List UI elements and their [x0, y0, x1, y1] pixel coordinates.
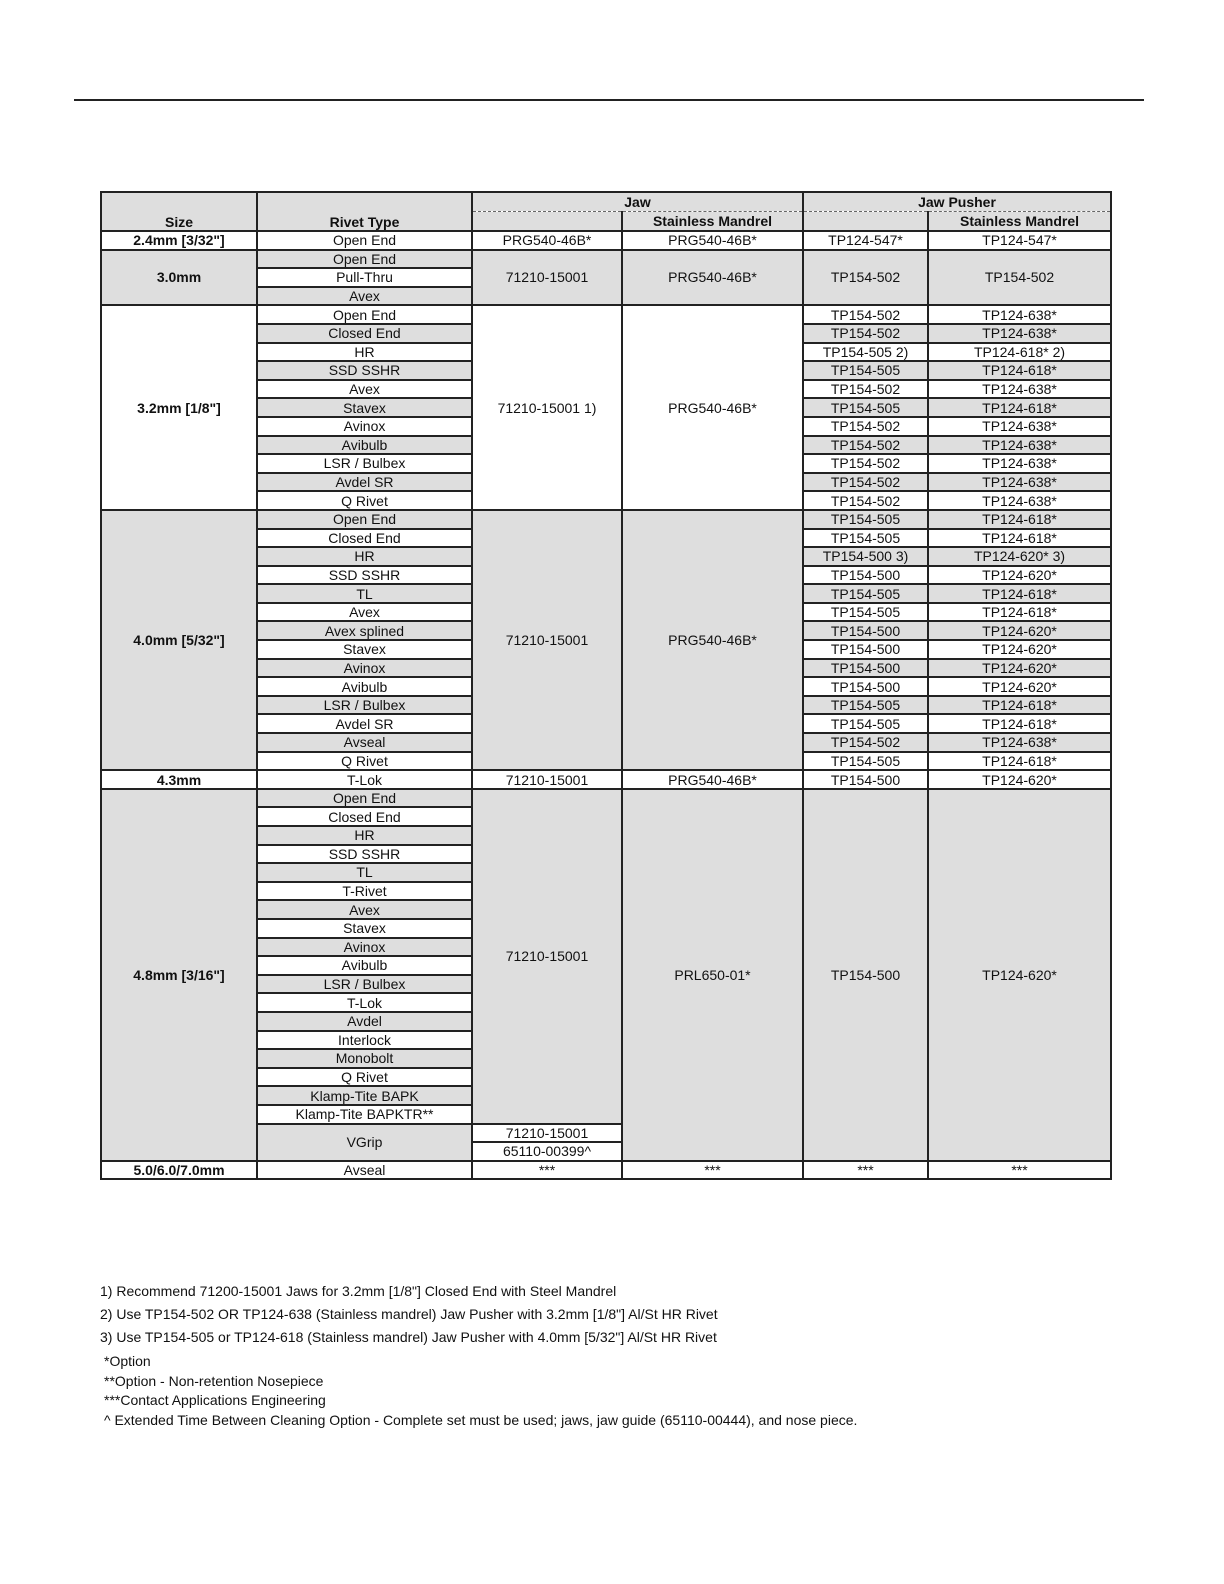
pusher-cell: TP154-502 [803, 324, 928, 343]
pusher-stainless-cell: TP124-638* [928, 454, 1111, 473]
pusher-cell: *** [803, 1161, 928, 1180]
rivet-type-cell: Open End [257, 231, 472, 250]
pusher-stainless-cell: TP124-618* [928, 529, 1111, 548]
size-cell: 3.0mm [101, 250, 257, 306]
pusher-stainless-cell: TP124-638* [928, 324, 1111, 343]
rivet-type-cell: Closed End [257, 807, 472, 826]
rivet-type-cell: Q Rivet [257, 491, 472, 510]
footnote: 2) Use TP154-502 OR TP124-638 (Stainless mandrel) Jaw Pusher with 3.2mm [1/8"] Al/St HR Rivet [100, 1306, 718, 1322]
rivet-type-cell: HR [257, 826, 472, 845]
rivet-type-cell: Avibulb [257, 956, 472, 975]
header-jaw: Jaw [472, 192, 803, 212]
footnotes [100, 1280, 1110, 1349]
pusher-cell: TP154-505 2) [803, 343, 928, 362]
size-cell: 4.3mm [101, 770, 257, 789]
pusher-stainless-cell: TP154-502 [928, 250, 1111, 306]
pusher-stainless-cell: TP124-620* [928, 640, 1111, 659]
jaw-cell: 71210-15001 [472, 510, 622, 770]
pusher-cell: TP154-505 [803, 529, 928, 548]
pusher-stainless-cell: TP124-620* [928, 566, 1111, 585]
legend-item: ^ Extended Time Between Cleaning Option - Complete set must be used; jaws, jaw guide (65110-00444), and nose piece. [104, 1411, 858, 1428]
pusher-cell: TP154-502 [803, 436, 928, 455]
jaw-cell: *** [472, 1161, 622, 1180]
pusher-cell: TP154-502 [803, 250, 928, 306]
pusher-stainless-cell: TP124-618* [928, 696, 1111, 715]
rivet-type-cell: Klamp-Tite BAPKTR** [257, 1105, 472, 1124]
header-pusher-standard [803, 212, 928, 232]
rivet-type-cell: Open End [257, 250, 472, 269]
jaw-cell: 71210-15001 [472, 789, 622, 1124]
jaw-stainless-cell: PRL650-01* [622, 789, 803, 1161]
pusher-stainless-cell: TP124-638* [928, 380, 1111, 399]
pusher-cell: TP154-500 [803, 770, 928, 789]
pusher-cell: TP154-505 [803, 752, 928, 771]
top-rule [74, 99, 1144, 101]
pusher-cell: TP154-502 [803, 305, 928, 324]
pusher-stainless-cell: TP124-620* 3) [928, 547, 1111, 566]
header-pusher-stainless: Stainless Mandrel [928, 212, 1111, 232]
rivet-type-cell: SSD SSHR [257, 361, 472, 380]
rivet-type-cell: Avinox [257, 938, 472, 957]
pusher-cell: TP124-547* [803, 231, 928, 250]
rivet-type-cell: HR [257, 547, 472, 566]
pusher-cell: TP154-500 [803, 789, 928, 1161]
pusher-stainless-cell: TP124-618* [928, 714, 1111, 733]
pusher-stainless-cell: TP124-638* [928, 417, 1111, 436]
pusher-stainless-cell: *** [928, 1161, 1111, 1180]
jaw-stainless-cell: *** [622, 1161, 803, 1180]
pusher-cell: TP154-505 [803, 510, 928, 529]
header-size: Size [101, 192, 257, 231]
rivet-type-cell: T-Lok [257, 993, 472, 1012]
rivet-type-cell: Open End [257, 305, 472, 324]
legend-item: ***Contact Applications Engineering [104, 1392, 326, 1408]
pusher-cell: TP154-500 [803, 659, 928, 678]
rivet-type-cell: VGrip [257, 1124, 472, 1161]
jaw-vgrip-cell-2: 65110-00399^ [472, 1142, 622, 1161]
pusher-stainless-cell: TP124-618* [928, 398, 1111, 417]
rivet-type-cell: Avinox [257, 417, 472, 436]
header-jaw-stainless: Stainless Mandrel [622, 212, 803, 232]
rivet-type-cell: Klamp-Tite BAPK [257, 1086, 472, 1105]
pusher-stainless-cell: TP124-547* [928, 231, 1111, 250]
rivet-type-cell: Avex [257, 380, 472, 399]
pusher-cell: TP154-502 [803, 491, 928, 510]
rivet-type-cell: Stavex [257, 640, 472, 659]
size-cell: 3.2mm [1/8"] [101, 305, 257, 510]
pusher-cell: TP154-502 [803, 733, 928, 752]
rivet-type-cell: Avinox [257, 659, 472, 678]
rivet-type-cell: Avex [257, 603, 472, 622]
pusher-cell: TP154-502 [803, 417, 928, 436]
pusher-stainless-cell: TP124-638* [928, 473, 1111, 492]
rivet-type-cell: Q Rivet [257, 1068, 472, 1087]
rivet-type-cell: Avdel SR [257, 714, 472, 733]
rivet-type-cell: Stavex [257, 398, 472, 417]
pusher-cell: TP154-502 [803, 454, 928, 473]
rivet-type-cell: TL [257, 863, 472, 882]
jaw-cell: PRG540-46B* [472, 231, 622, 250]
rivet-tooling-table [100, 191, 1112, 1180]
pusher-stainless-cell: TP124-618* [928, 603, 1111, 622]
rivet-type-cell: SSD SSHR [257, 845, 472, 864]
legend-item: **Option - Non-retention Nosepiece [104, 1372, 324, 1389]
header-jaw-pusher: Jaw Pusher [803, 192, 1111, 212]
jaw-stainless-cell: PRG540-46B* [622, 770, 803, 789]
pusher-stainless-cell: TP124-620* [928, 770, 1111, 789]
rivet-type-cell: Avdel SR [257, 473, 472, 492]
pusher-stainless-cell: TP124-638* [928, 305, 1111, 324]
jaw-stainless-cell: PRG540-46B* [622, 250, 803, 306]
pusher-stainless-cell: TP124-618* [928, 510, 1111, 529]
rivet-type-cell: Avdel [257, 1012, 472, 1031]
pusher-stainless-cell: TP124-638* [928, 733, 1111, 752]
size-cell: 2.4mm [3/32"] [101, 231, 257, 250]
rivet-type-cell: Open End [257, 789, 472, 808]
pusher-stainless-cell: TP124-618* 2) [928, 343, 1111, 362]
rivet-type-cell: SSD SSHR [257, 566, 472, 585]
rivet-type-cell: Avibulb [257, 436, 472, 455]
rivet-type-cell: Avseal [257, 733, 472, 752]
size-cell: 5.0/6.0/7.0mm [101, 1161, 257, 1180]
rivet-type-cell: HR [257, 343, 472, 362]
rivet-type-cell: Pull-Thru [257, 268, 472, 287]
footnote: 1) Recommend 71200-15001 Jaws for 3.2mm [1/8"] Closed End with Steel Mandrel [100, 1283, 617, 1299]
pusher-stainless-cell: TP124-620* [928, 789, 1111, 1161]
pusher-stainless-cell: TP124-638* [928, 491, 1111, 510]
jaw-cell: 71210-15001 [472, 250, 622, 306]
rivet-type-cell: Open End [257, 510, 472, 529]
pusher-stainless-cell: TP124-620* [928, 659, 1111, 678]
pusher-cell: TP154-500 [803, 566, 928, 585]
legend-item: *Option [104, 1353, 151, 1369]
pusher-cell: TP154-500 [803, 677, 928, 696]
size-cell: 4.0mm [5/32"] [101, 510, 257, 770]
rivet-type-cell: Q Rivet [257, 752, 472, 771]
rivet-type-cell: Closed End [257, 324, 472, 343]
symbol-legend [104, 1352, 857, 1430]
header-jaw-standard [472, 212, 622, 232]
rivet-type-cell: LSR / Bulbex [257, 454, 472, 473]
jaw-stainless-cell: PRG540-46B* [622, 305, 803, 510]
rivet-type-cell: LSR / Bulbex [257, 975, 472, 994]
pusher-cell: TP154-500 [803, 621, 928, 640]
rivet-type-cell: Interlock [257, 1031, 472, 1050]
jaw-vgrip-cell: 71210-15001 [472, 1124, 622, 1143]
rivet-type-cell: TL [257, 584, 472, 603]
rivet-type-cell: Avseal [257, 1161, 472, 1180]
pusher-cell: TP154-500 [803, 640, 928, 659]
pusher-cell: TP154-502 [803, 473, 928, 492]
rivet-type-cell: Closed End [257, 529, 472, 548]
rivet-type-cell: T-Rivet [257, 882, 472, 901]
pusher-stainless-cell: TP124-618* [928, 361, 1111, 380]
pusher-cell: TP154-505 [803, 714, 928, 733]
pusher-stainless-cell: TP124-638* [928, 436, 1111, 455]
rivet-type-cell: Avex [257, 287, 472, 306]
rivet-type-cell: Avex [257, 900, 472, 919]
jaw-cell: 71210-15001 [472, 770, 622, 789]
rivet-type-cell: Avex splined [257, 621, 472, 640]
rivet-type-cell: Avibulb [257, 677, 472, 696]
rivet-type-cell: LSR / Bulbex [257, 696, 472, 715]
footnote: 3) Use TP154-505 or TP124-618 (Stainless mandrel) Jaw Pusher with 4.0mm [5/32"] Al/St HR Rivet [100, 1329, 717, 1345]
pusher-stainless-cell: TP124-618* [928, 752, 1111, 771]
size-cell: 4.8mm [3/16"] [101, 789, 257, 1161]
rivet-type-cell: T-Lok [257, 770, 472, 789]
rivet-type-cell: Stavex [257, 919, 472, 938]
pusher-stainless-cell: TP124-618* [928, 584, 1111, 603]
jaw-stainless-cell: PRG540-46B* [622, 231, 803, 250]
pusher-stainless-cell: TP124-620* [928, 677, 1111, 696]
pusher-cell: TP154-505 [803, 603, 928, 622]
pusher-stainless-cell: TP124-620* [928, 621, 1111, 640]
pusher-cell: TP154-500 3) [803, 547, 928, 566]
header-rivet-type: Rivet Type [257, 192, 472, 231]
pusher-cell: TP154-505 [803, 361, 928, 380]
pusher-cell: TP154-505 [803, 584, 928, 603]
jaw-cell: 71210-15001 1) [472, 305, 622, 510]
rivet-type-cell: Monobolt [257, 1049, 472, 1068]
pusher-cell: TP154-505 [803, 398, 928, 417]
pusher-cell: TP154-505 [803, 696, 928, 715]
pusher-cell: TP154-502 [803, 380, 928, 399]
jaw-stainless-cell: PRG540-46B* [622, 510, 803, 770]
